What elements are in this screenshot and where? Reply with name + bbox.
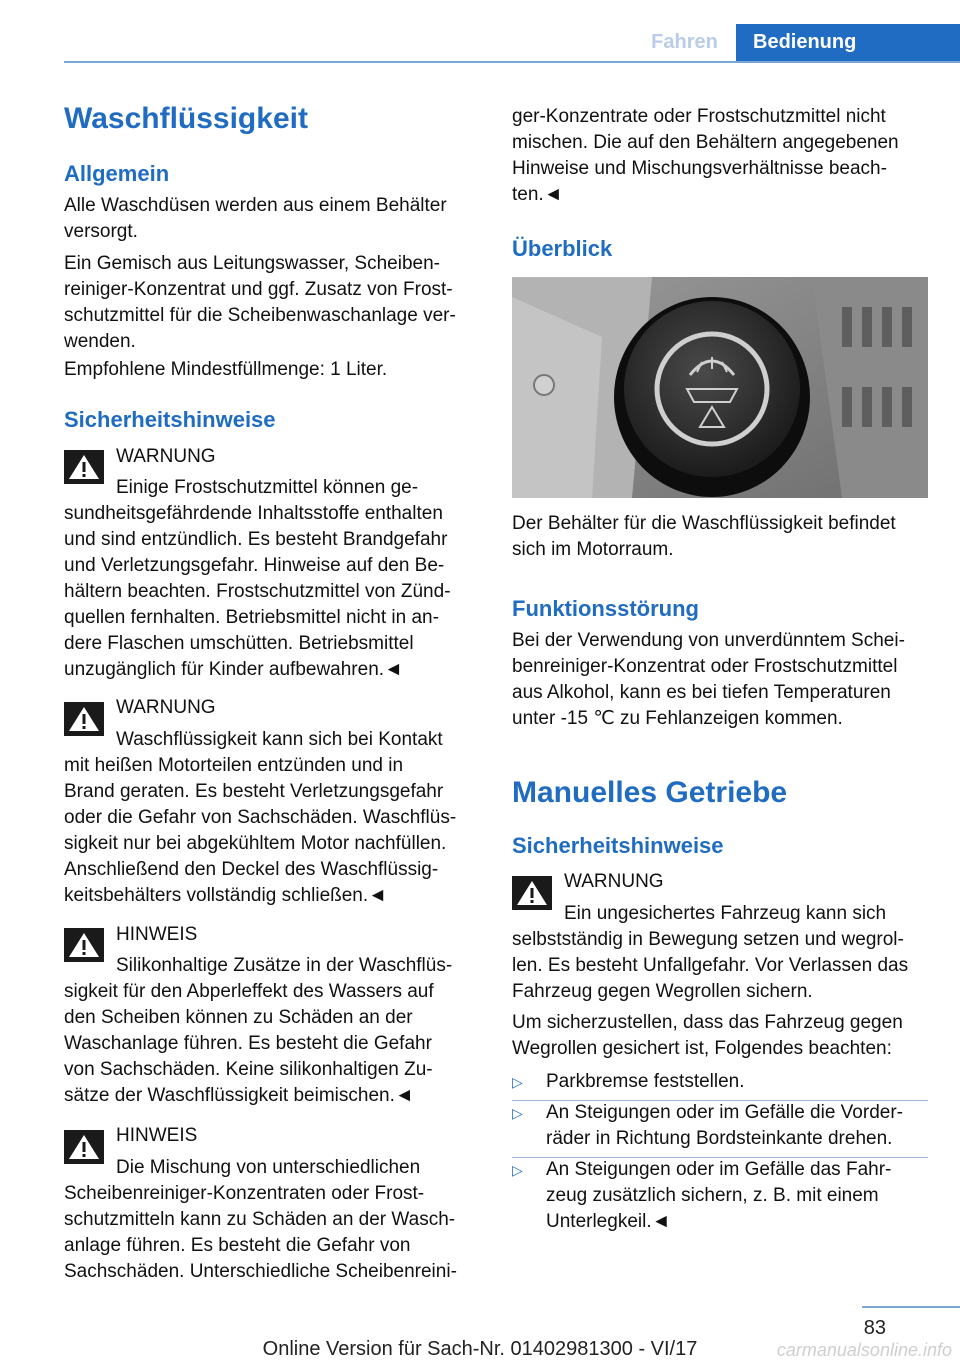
bullet-triangle-icon: ▷ bbox=[512, 1105, 523, 1121]
notice-text: sigkeit für den Abperleffekt des Wassers auf den Scheiben können zu Schäden an der Waschanlage führen. Es besteht die Gefahr von Sachschäden. Keine silikonhaltigen Zu- sätze der Waschflüssigkeit beimischen.◄ bbox=[64, 981, 434, 1106]
heading-sicherheitshinweise: Sicherheitshinweise bbox=[512, 833, 724, 858]
warning-text-first-line: Einige Frostschutzmittel können ge- bbox=[116, 477, 419, 498]
header-divider bbox=[64, 61, 960, 63]
heading-allgemein: Allgemein bbox=[64, 161, 170, 186]
warning-triangle-icon bbox=[64, 702, 104, 736]
heading-ueberblick: Überblick bbox=[512, 236, 613, 261]
warning-triangle-icon bbox=[512, 876, 552, 910]
section-title-manuelles-getriebe: Manuelles Getriebe bbox=[512, 776, 788, 809]
warning-text: sundheitsgefährdende Inhaltsstoffe enthalten und sind entzündlich. Es besteht Brandgefahr und Verletzungsgefahr. Hinweise auf den Be- hältern beachten. Frostschutzmittel von Zünd- quellen fernhalten. Betriebsmittel nicht in an- dere Flaschen umschütten. Betriebsmittel unzugänglich für Kinder aufbewahren.◄ bbox=[64, 503, 451, 680]
list-item: ▷ An Steigungen oder im Gefälle das Fahr- zeug zusätzlich sichern, z. B. mit einem Unterlegkeil.◄ bbox=[512, 1159, 892, 1232]
warning-triangle-icon bbox=[64, 1130, 104, 1164]
allgemein-paragraph-1: Alle Waschdüsen werden aus einem Behälter versorgt. bbox=[64, 195, 447, 242]
washer-fluid-reservoir-photo bbox=[512, 277, 928, 498]
tab-bedienung[interactable]: Bedienung bbox=[736, 24, 960, 61]
notice-label: HINWEIS bbox=[116, 1125, 198, 1146]
warning-text-first-line: Ein ungesichertes Fahrzeug kann sich bbox=[564, 903, 887, 924]
warning-triangle-icon bbox=[64, 450, 104, 484]
warning-label: WARNUNG bbox=[116, 697, 216, 718]
getriebe-intro: Um sicherzustellen, dass das Fahrzeug gegen Wegrollen gesichert ist, Folgendes beachten: bbox=[512, 1012, 903, 1059]
notice-text-first-line: Die Mischung von unterschiedlichen bbox=[116, 1157, 421, 1178]
warning-label: WARNUNG bbox=[564, 871, 664, 892]
notice-text: Scheibenreiniger-Konzentraten oder Frost- schutzmitteln kann zu Schäden an der Wasch- anlage führen. Es besteht die Gefahr von Sachschäden. Unterschiedliche Scheibenreini- bbox=[64, 1183, 457, 1282]
section-title-waschfluessigkeit: Waschflüssigkeit bbox=[64, 102, 308, 135]
notice-label: HINWEIS bbox=[116, 924, 198, 945]
list-item: ▷ Parkbremse feststellen. bbox=[512, 1069, 928, 1095]
notice-text-first-line: Silikonhaltige Zusätze in der Waschflüs- bbox=[116, 955, 453, 976]
bullet-triangle-icon: ▷ bbox=[512, 1074, 523, 1090]
notice-text-continued: ger-Konzentrate oder Frostschutzmittel nicht mischen. Die auf den Behältern angegebenen Hinweise und Mischungsverhältnisse beach- ten.◄ bbox=[512, 106, 899, 205]
warning-label: WARNUNG bbox=[116, 446, 216, 467]
online-version-footer: Online Version für Sach-Nr. 01402981300 - VI/17 bbox=[262, 1338, 698, 1360]
photo-caption: Der Behälter für die Waschflüssigkeit befindet sich im Motorraum. bbox=[512, 513, 896, 560]
heading-funktionsstoerung: Funktionsstörung bbox=[512, 596, 699, 621]
watermark: carmanualsonline.info bbox=[776, 1340, 952, 1360]
warning-triangle-icon bbox=[64, 928, 104, 962]
page-header bbox=[0, 24, 960, 62]
warning-text: selbstständig in Bewegung setzen und wegrol- len. Es besteht Unfallgefahr. Vor Verlassen das Fahrzeug gegen Wegrollen sichern. bbox=[512, 929, 909, 1002]
heading-sicherheitshinweise: Sicherheitshinweise bbox=[64, 407, 276, 432]
warning-text: mit heißen Motorteilen entzünden und in Brand geraten. Es besteht Verletzungsgefahr oder die Gefahr von Sachschäden. Waschflüs- sigkeit nur bei abgekühltem Motor nachfüllen. Anschließend den Deckel des Waschflüssig- keitsbehälters vollständig schließen.◄ bbox=[64, 755, 457, 906]
funktionsstoerung-text: Bei der Verwendung von unverdünntem Schei- benreiniger-Konzentrat oder Frostschutzmittel aus Alkohol, kann es bei tiefen Temperaturen unter -15 ℃ zu Fehlanzeigen kommen. bbox=[512, 630, 905, 729]
allgemein-paragraph-3: Empfohlene Mindestfüllmenge: 1 Liter. bbox=[64, 359, 388, 380]
tab-fahren[interactable]: Fahren bbox=[651, 31, 718, 53]
warning-text-first-line: Waschflüssigkeit kann sich bei Kontakt bbox=[116, 729, 443, 750]
bullet-triangle-icon: ▷ bbox=[512, 1162, 523, 1178]
allgemein-paragraph-2: Ein Gemisch aus Leitungswasser, Scheiben- reiniger-Konzentrat und ggf. Zusatz von Frost- schutzmittel für die Scheibenwaschanlage ver- wenden. bbox=[64, 253, 456, 352]
footer-divider bbox=[862, 1306, 960, 1308]
list-item: ▷ An Steigungen oder im Gefälle die Vorder- räder in Richtung Bordsteinkante drehen. bbox=[512, 1102, 903, 1149]
page-number: 83 bbox=[863, 1317, 886, 1339]
